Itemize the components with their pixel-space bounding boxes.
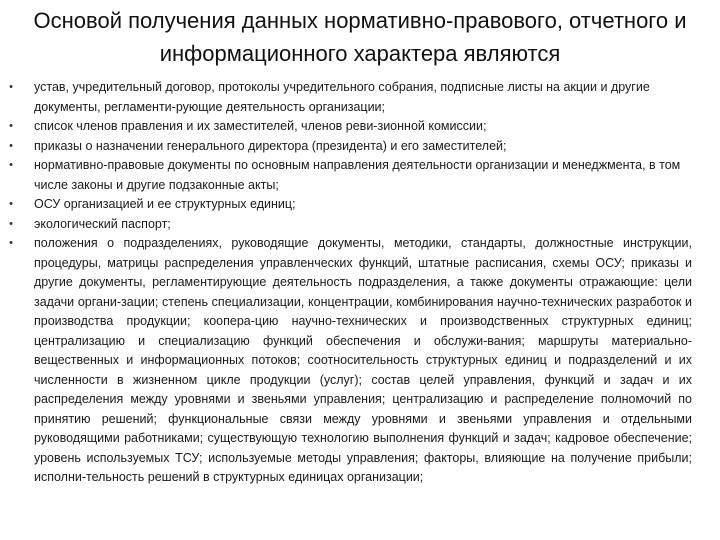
bullet-item [0, 137, 720, 157]
bullet-dot-icon: • [9, 217, 13, 230]
bullet-item [0, 234, 720, 488]
slide-title: Основой получения данных нормативно-правового, отчетного и информационного характера являются [33, 8, 687, 66]
bullet-item [0, 117, 720, 137]
bullet-text: устав, учредительный договор, протоколы учредительного собрания, подписные листы на акции и другие документы, регламенти-рующие деятельность организации; [34, 80, 650, 114]
bullet-dot-icon: • [9, 237, 13, 249]
bullet-item [0, 156, 720, 195]
bullet-dot-icon: • [9, 81, 13, 93]
bullet-text: список членов правления и их заместителей, членов реви-зионной комиссии; [34, 119, 487, 133]
bullet-text: приказы о назначении генерального директора (президента) и его заместителей; [34, 138, 507, 153]
bullet-text: экологический паспорт; [34, 216, 171, 231]
bullet-dot-icon: • [9, 139, 13, 152]
bullet-list [0, 78, 720, 488]
bullet-dot-icon: • [9, 198, 13, 210]
bullet-item [0, 78, 720, 117]
bullet-text: нормативно-правовые документы по основным направления деятельности организации и менеджмента, в том числе законы и другие подзаконные акты; [34, 158, 681, 192]
bullet-dot-icon: • [9, 159, 13, 171]
bullet-text: положения о подразделениях, руководящие документы, методики, стандарты, должностные инструкции, процедуры, матрицы распределения управленческих функций, штатные расписания, схемы ОСУ; приказы и другие документы, регламентирующие деятельность подразделения, а также документы отражающие: цели задачи органи-зации; степень специализации, концентрации, комбинирования научно-технических разработок и производства продукции; коопера-цию научно-технических и производственных структурных единиц; централизацию и специализацию функций обеспечения и обслужи-вания; маршруты материально-вещественных и информационных потоков; соотносительность структурных единиц и подразделений и их численности в жизненном цикле продукции (услуг); состав целей управления, функций и задач и их распределения между уровнями и звеньями управления; централизацию и распределение полномочий по принятию решений; функциональные связи между уровнями и звеньями управления и отдельными руководящими работниками; существующую технологию выполнения функций и задач; кадровое обеспечение; уровень используемых ТСУ; используемые методы управления; факторы, влияющие на получение прибыли; исполни-тельность решений в структурных единицах организации; [34, 236, 692, 484]
bullet-dot-icon: • [9, 120, 13, 132]
bullet-item [0, 215, 720, 235]
bullet-item [0, 195, 720, 215]
bullet-text: ОСУ организацией и ее структурных единиц; [34, 197, 296, 211]
